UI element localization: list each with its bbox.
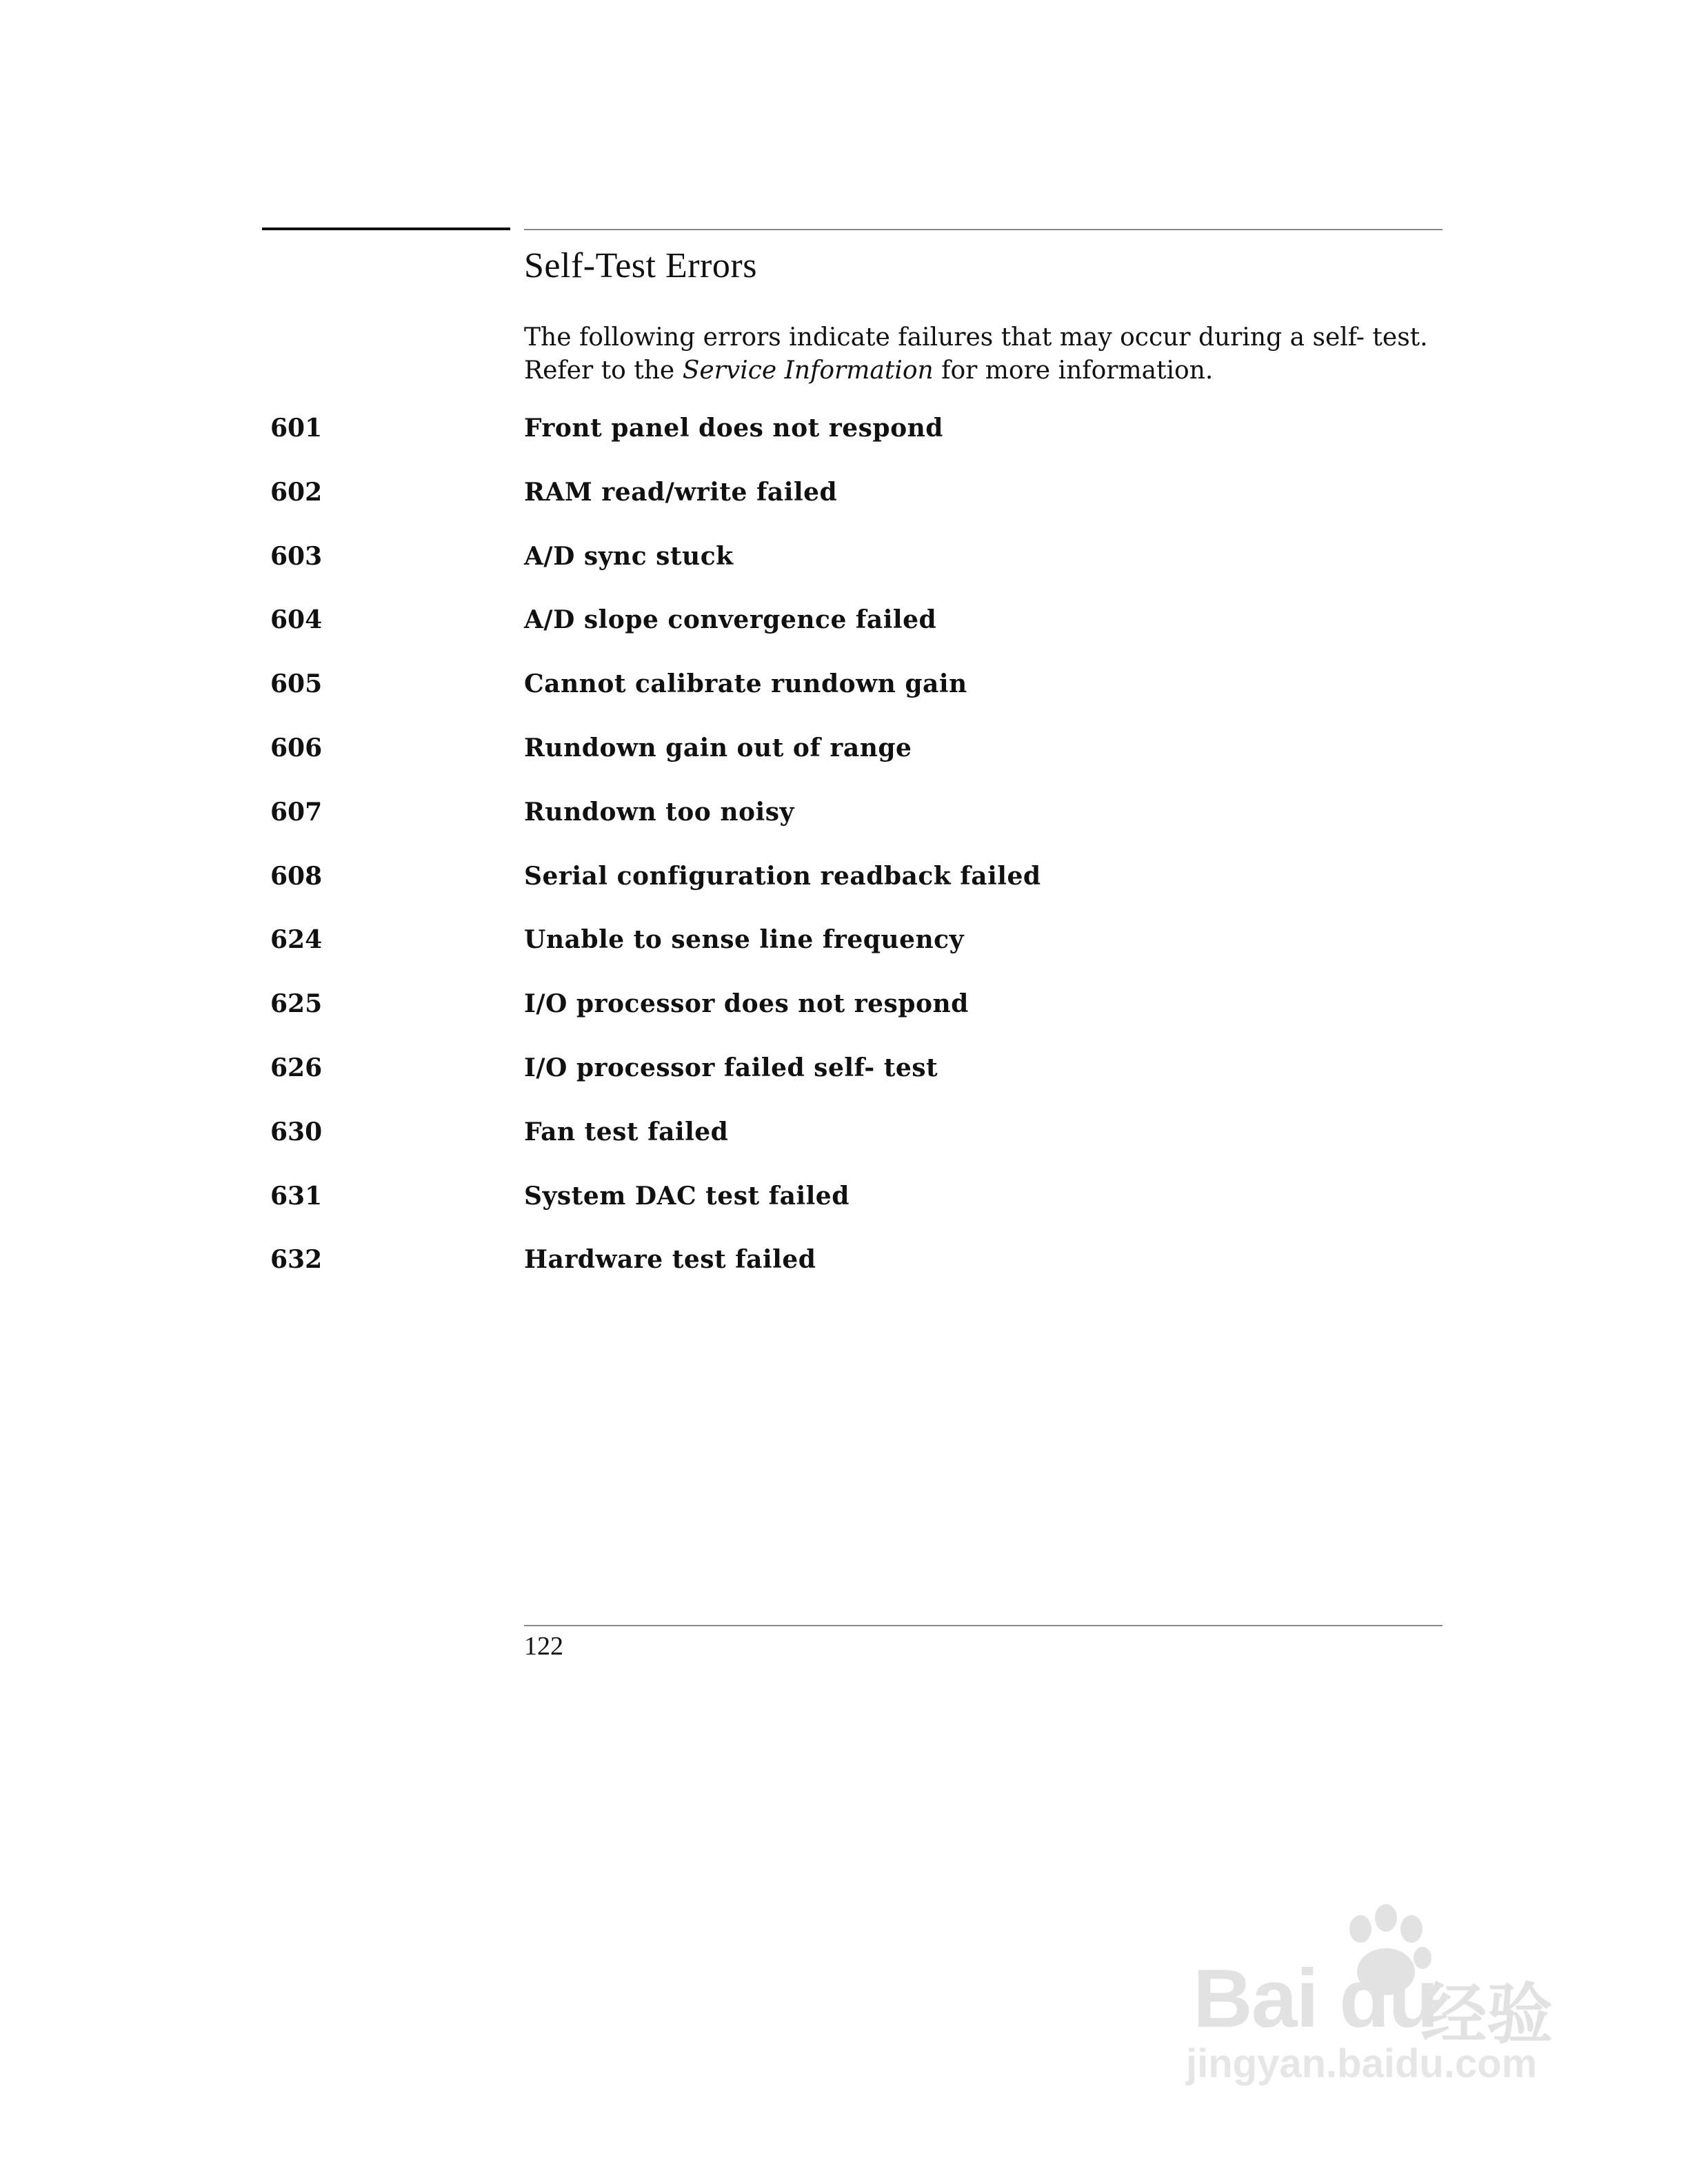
watermark-logo: Bai du xyxy=(1193,1952,1438,2045)
error-code: 605 xyxy=(270,669,323,699)
error-row xyxy=(0,989,1688,1031)
intro-paragraph xyxy=(524,321,1448,387)
error-message: Rundown too noisy xyxy=(524,797,794,827)
error-code: 632 xyxy=(270,1245,323,1275)
watermark-url: jingyan.baidu.com xyxy=(1186,2041,1538,2086)
error-row xyxy=(0,1118,1688,1159)
error-row xyxy=(0,862,1688,903)
error-message: Rundown gain out of range xyxy=(524,734,912,762)
error-message: Cannot calibrate rundown gain xyxy=(524,669,967,699)
error-message: Hardware test failed xyxy=(524,1245,816,1275)
error-row xyxy=(0,1182,1688,1223)
intro-text-start: The following errors indicate failures that may occur during a self- test. Refer to the xyxy=(524,323,1428,385)
header-rule-right xyxy=(524,229,1443,230)
error-message: System DAC test failed xyxy=(524,1181,850,1211)
page-number: 122 xyxy=(524,1632,563,1661)
error-code: 603 xyxy=(270,541,323,571)
error-row xyxy=(0,798,1688,839)
error-code: 606 xyxy=(270,734,323,762)
error-message: A/D sync stuck xyxy=(524,541,734,571)
error-code: 601 xyxy=(270,414,323,443)
header-rule-left xyxy=(262,228,510,230)
error-row xyxy=(0,542,1688,583)
error-message: I/O processor does not respond xyxy=(524,989,969,1019)
footer-rule xyxy=(524,1625,1443,1626)
error-code: 604 xyxy=(270,605,323,635)
intro-italic-ref: Service Information xyxy=(682,356,934,385)
error-code: 630 xyxy=(270,1117,323,1146)
error-code: 607 xyxy=(270,797,323,827)
error-row xyxy=(0,1053,1688,1095)
error-code: 631 xyxy=(270,1181,323,1211)
error-message: I/O processor failed self- test xyxy=(524,1053,938,1082)
error-code: 626 xyxy=(270,1053,323,1082)
error-message: Serial configuration readback failed xyxy=(524,861,1041,891)
error-code: 624 xyxy=(270,925,323,955)
error-message: Unable to sense line frequency xyxy=(524,925,964,955)
error-code: 625 xyxy=(270,989,323,1019)
watermark-cn: 经验 xyxy=(1420,1976,1553,2053)
error-code: 602 xyxy=(270,477,323,507)
error-row xyxy=(0,734,1688,775)
error-message: A/D slope convergence failed xyxy=(524,605,937,635)
error-message: Front panel does not respond xyxy=(524,414,943,443)
error-message: Fan test failed xyxy=(524,1117,729,1146)
error-row xyxy=(0,925,1688,967)
intro-text-end: for more information. xyxy=(933,356,1214,385)
error-message: RAM read/write failed xyxy=(524,477,838,507)
error-row xyxy=(0,669,1688,711)
error-code: 608 xyxy=(270,861,323,891)
error-row xyxy=(0,414,1688,455)
section-title: Self-Test Errors xyxy=(524,246,757,285)
baidu-watermark xyxy=(1172,1903,1586,2110)
error-row xyxy=(0,478,1688,519)
error-row xyxy=(0,1245,1688,1286)
error-row xyxy=(0,605,1688,647)
